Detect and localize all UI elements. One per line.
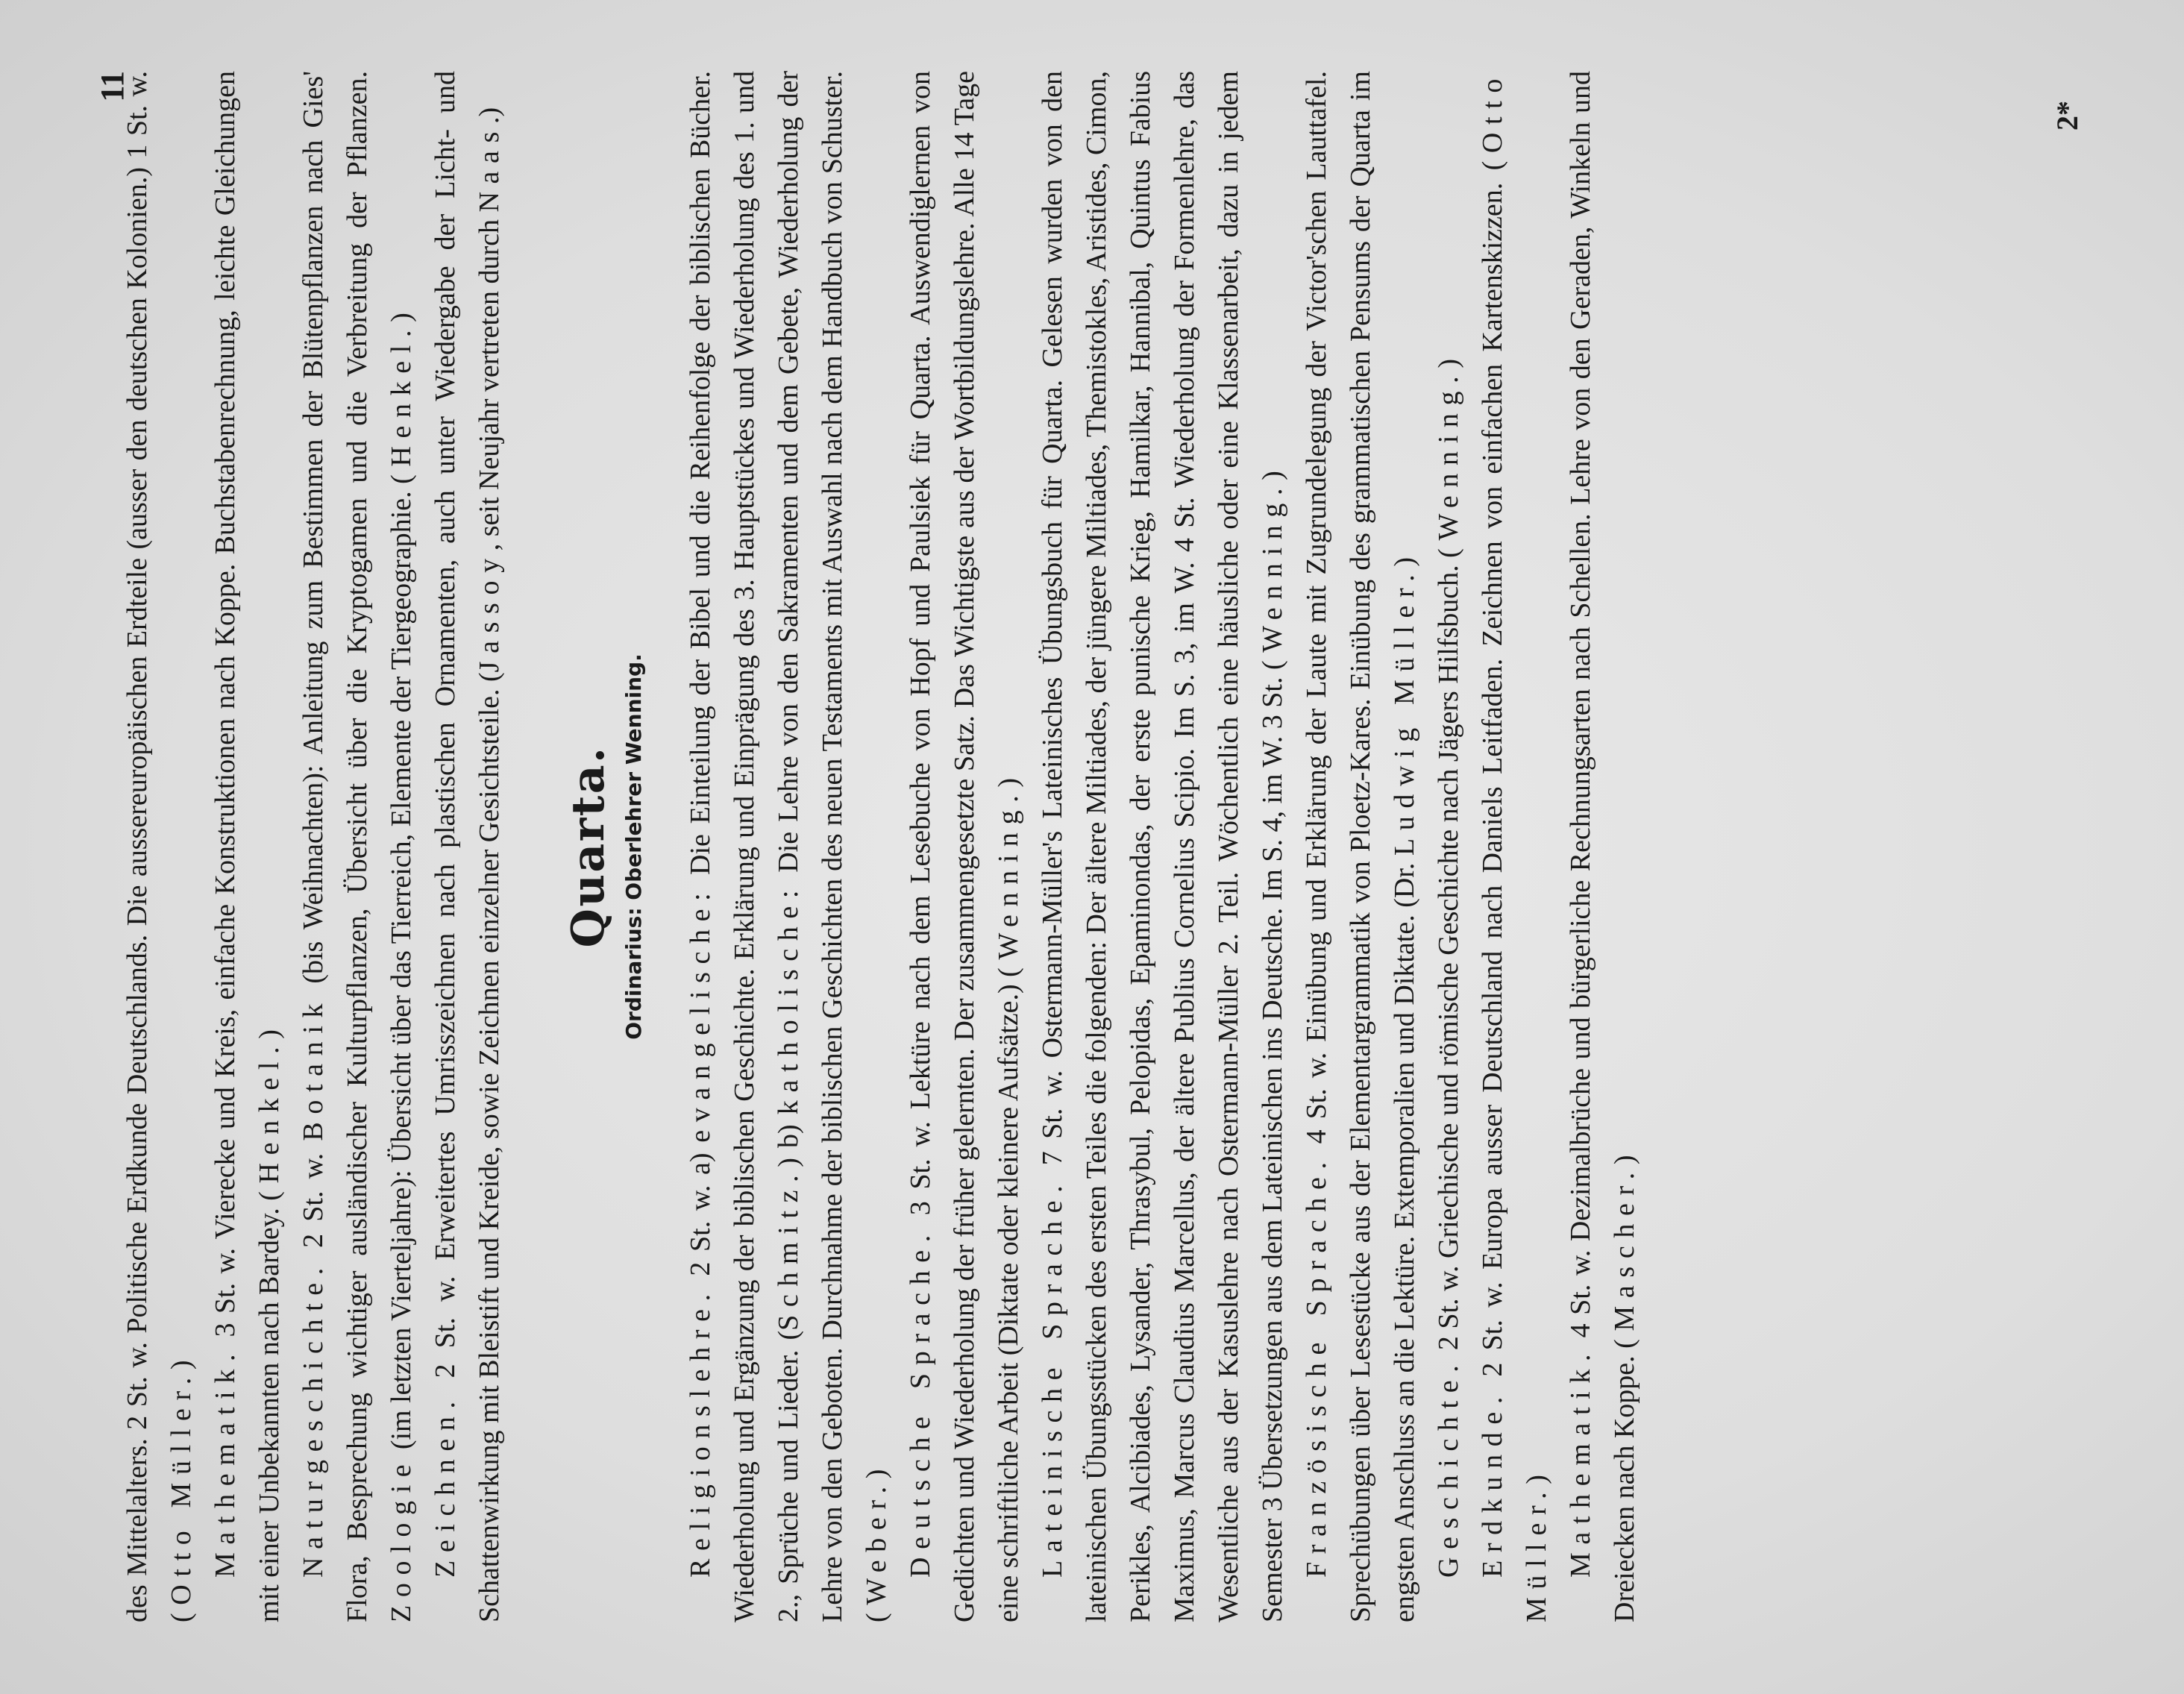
spaced-text: Religionslehre. [685,1286,716,1578]
spaced-text: (Weber.) [861,1461,892,1622]
spaced-text: evangelische: [685,885,716,1143]
spaced-text: Naturgeschichte. [298,1260,329,1578]
paragraph [899,71,1031,1622]
page-number: 11 [94,71,131,102]
section-subheading: Ordinarius: Oberlehrer Wenning. [621,653,646,1040]
signature-mark: 2* [2050,101,2084,131]
spaced-text: katholische: [773,882,804,1115]
text-run: 3 St. w. Lektüre nach dem Lesebuche von Hopf und Paulsiek für Quarta. Auswendiglernen von Gedichten und Wiederholung der früher gelernten. Der zusammengesetzte Satz. Das Wichtigste aus der Wortbildungslehre. Alle 14 Tage eine schriftliche Arbeit (Diktate oder kleinere Aufsätze.) [905,70,1024,1622]
spaced-text: Mathematik. [210,1346,241,1578]
text-run: 4 St. w. Einübung und Erklärung der Laute mit Zugrundelegung der Victor'schen Lauttafel. Sprechübungen über Lesestücke aus der Elementargrammatik von Ploetz-Kares. Einübung des grammatischen Pensums der Quarta im engsten Anschluss an die Lektüre. Extemporalien und Diktate. (Dr. [1301,71,1420,1622]
text-run: 2 St. w. Erweitertes Umrisszeichnen nach plastischen Ornamenten, auch unter Wiedergabe der Licht- und Schattenwirkung mit Bleistift und Kreide, sowie Zeichnen einzelner Gesichtsteile. ( [430,71,505,1622]
section-paragraphs [679,71,1647,1622]
text-run: des Mittelalters. 2 St. w. Politische Erdkunde Deutschlands. Die aussereuropäischen Erdteile (ausser den deutschen Kolonien.) 1 St. w. [122,71,153,1622]
spaced-text: Deutsche Sprache. [905,1227,936,1578]
spaced-text: (Wenning.) [1257,462,1288,670]
paragraph [1559,71,1647,1622]
text-run: , seit Neujahr vertreten durch [474,212,505,551]
text-run: 2 St. w. Griechische und römische Geschichte nach Jägers Hilfsbuch. [1433,557,1464,1358]
spaced-text: Lateinische Sprache. [1037,1177,1068,1578]
paragraph [204,71,292,1622]
spaced-text: (Henkel.) [386,304,417,484]
spaced-text: Zeichnen. [430,1393,461,1578]
paragraph [1471,71,1559,1622]
spaced-text: (Wenning.) [1433,351,1464,558]
section-heading: Quarta. [562,745,615,948]
rotated-text-page [94,56,2085,1637]
text-run: 2 St. w. Europa ausser Deutschland nach Daniels Leitfaden. Zeichnen von einfachen Kartenskizzen. [1477,170,1508,1389]
top-paragraphs [116,71,512,1622]
spaced-text: Schmitz. [773,1167,804,1331]
text-run: 3 St. w. Vierecke und Kreis, einfache Konstruktionen nach Koppe. Buchstabenrechnung, leichte Gleichungen mit einer Unbekannten nach Bardey. [210,71,285,1622]
paragraph [292,71,424,1622]
spaced-text: (Otto Müller.) [1477,71,1552,1622]
spaced-text: (Wenning.) [993,770,1024,977]
text-run: 7 St. w. Ostermann-Müller's Lateinisches Übungsbuch für Quarta. Gelesen wurden von den lateinischen Übungsstücken des ersten Teiles die folgenden: Der ältere Miltiades, der jüngere Miltiades, Themistokles, Aristides, Cimon, Perikles, Alcibiades, Lysander, Thrasybul, Pelopidas, Epaminondas, der erste punische Krieg, Hamilkar, Hannibal, Quintus Fabius Maximus, Marcus Claudius Marcellus, der ältere Publius Cornelius Scipio. Im S. 3, im W. 4 St. Wiederholung der Formenlehre, das Wesentliche aus der Kasuslehre nach Ostermann-Müller 2. Teil. Wöchentlich eine häusliche oder eine Klassenarbeit, dazu in jedem Semester 3 Übersetzungen aus dem Lateinischen ins Deutsche. Im S. 4, im W. 3 St. [1037,70,1288,1622]
spaced-text: (Otto Müller.) [166,1352,197,1622]
paragraph [1427,71,1471,1622]
spaced-text: Jassoy [474,550,505,673]
text-run: .) [474,107,505,124]
text-run: 4 St. w. Dezimalbrüche und bürgerliche Rechnungsarten nach Schellen. Lehre von den Geraden, Winkeln und Dreiecken nach Koppe. [1565,71,1640,1622]
spaced-text: Naas [474,124,505,213]
text-run: ) b) [773,1114,804,1167]
text-block [116,71,1647,1622]
text-run: (bis Weihnachten): Anleitung zum Bestimmen der Blütenpflanzen nach Gies' Flora, Besprechung wichtiger ausländischer Kulturpflanzen, Übersicht über die Kryptogamen und die Verbreitung der Pflanzen. [298,71,373,1622]
spaced-text: Geschichte. [1433,1357,1464,1578]
paragraph [679,71,899,1622]
paragraph [1295,71,1427,1622]
spaced-text: (Mascher.) [1609,1146,1640,1349]
text-run: 2 St. w. a) [685,1142,716,1287]
spaced-text: Zoologie [386,1456,417,1622]
paragraph [1031,71,1295,1622]
text-run: ) [1389,556,1420,567]
spaced-text: Französische Sprache. [1301,1154,1332,1578]
text-run: 2 St. w. [298,1141,329,1261]
text-run: Die Lehre von den Sakramenten und dem Gebete, Wiederholung der Lehre von den Geboten. Durchnahme der biblischen Geschichten des neuen Testaments mit Auswahl nach dem Handbuch von Schuster. [773,70,848,1622]
paragraph [116,71,204,1622]
spaced-text: Mathematik. [1565,1346,1596,1578]
spaced-text: Ludwig Müller. [1389,566,1420,856]
text-run: (im letzten Vierteljahre): Übersicht über das Tierreich, Elemente der Tiergeographie. [386,483,417,1457]
spaced-text: (Henkel.) [254,1021,285,1201]
spaced-text: Botanik [298,995,329,1141]
text-run: Die Einteilung der Bibel und die Reihenfolge der biblischen Bücher. Wiederholung und Ergänzung der biblischen Geschichte. Erklärung und Einprägung des 3. Hauptstückes und Wiederholung des 1. und 2., Sprüche und Lieder. ( [685,70,804,1622]
paragraph [424,71,512,1622]
spaced-text: Erdkunde. [1477,1389,1508,1578]
